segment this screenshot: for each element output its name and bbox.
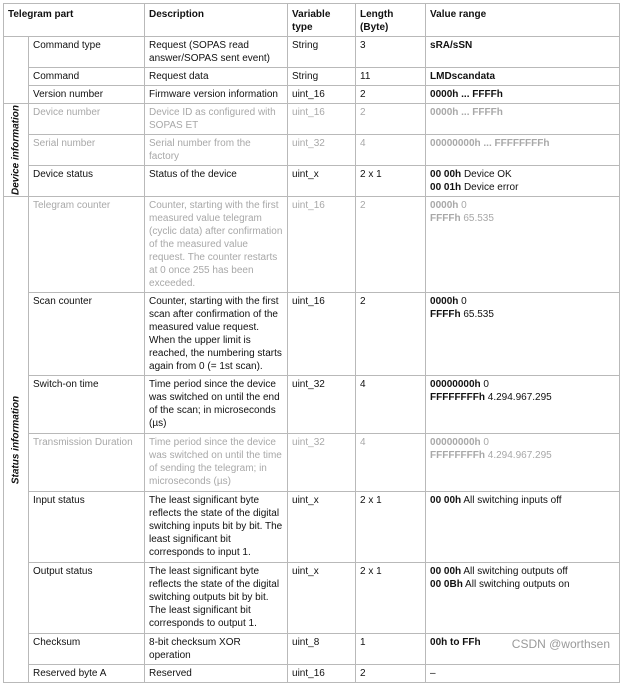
cell-len: 2 [356, 197, 426, 293]
cell-range [426, 166, 620, 197]
range-code: 00 00h [430, 169, 462, 180]
cell-type: uint_16 [288, 197, 356, 293]
cell-range [426, 434, 620, 492]
group-label: Status information [10, 395, 22, 484]
range-text: 65.535 [463, 213, 494, 224]
row-device-number [4, 104, 620, 135]
cell-desc: Serial number from the factory [145, 135, 288, 166]
cell-desc: Counter, starting with the first scan after confirmation of the measured value request. When the upper limit is reached, the numbering starts again from 0 (= 1st scan). [145, 293, 288, 376]
range-code: 00 0Bh [430, 579, 463, 590]
range-code: 00 00h [430, 566, 462, 577]
cell-desc: Request (SOPAS read answer/SOPAS sent event) [145, 37, 288, 68]
header-length: Length (Byte) [356, 4, 426, 37]
cell-type: uint_16 [288, 665, 356, 683]
cell-range [426, 197, 620, 293]
row-reserved-byte-a [4, 665, 620, 683]
row-version-number [4, 86, 620, 104]
range-text: Device OK [463, 169, 512, 180]
row-command [4, 68, 620, 86]
cell-len: 3 [356, 37, 426, 68]
range-text: 0 [483, 379, 489, 390]
cell-part: Transmission Duration [29, 434, 145, 492]
range-code: FFFFh [430, 309, 461, 320]
header-description: Description [145, 4, 288, 37]
cell-part: Switch-on time [29, 376, 145, 434]
row-scan-counter [4, 293, 620, 376]
telegram-table [3, 3, 620, 683]
cell-desc: The least significant byte reflects the state of the digital switching inputs bit by bit. The least significant bit corresponds to input 1. [145, 492, 288, 563]
cell-len: 2 [356, 665, 426, 683]
cell-part: Output status [29, 563, 145, 634]
row-command-type [4, 37, 620, 68]
row-transmission-duration [4, 434, 620, 492]
row-switch-on-time [4, 376, 620, 434]
cell-len: 4 [356, 376, 426, 434]
cell-part: Serial number [29, 135, 145, 166]
cell-part: Checksum [29, 634, 145, 665]
range-text: All switching outputs on [465, 579, 570, 590]
cell-desc: Request data [145, 68, 288, 86]
cell-part: Device number [29, 104, 145, 135]
cell-desc: The least significant byte reflects the state of the digital switching outputs bit by bit. The least significant bit corresponds to output 1. [145, 563, 288, 634]
cell-desc: Firmware version information [145, 86, 288, 104]
cell-len: 2 x 1 [356, 492, 426, 563]
cell-len: 2 x 1 [356, 166, 426, 197]
watermark: CSDN @worthsen [511, 637, 610, 651]
cell-part: Scan counter [29, 293, 145, 376]
cell-type: uint_x [288, 492, 356, 563]
cell-type: uint_32 [288, 434, 356, 492]
cell-len: 2 [356, 293, 426, 376]
cell-desc: Device ID as configured with SOPAS ET [145, 104, 288, 135]
row-input-status [4, 492, 620, 563]
cell-len: 11 [356, 68, 426, 86]
range-code: 00 00h [430, 495, 462, 506]
cell-desc: Status of the device [145, 166, 288, 197]
cell-len: 4 [356, 135, 426, 166]
group-label: Device information [10, 104, 22, 196]
cell-type: uint_x [288, 563, 356, 634]
cell-type: uint_32 [288, 135, 356, 166]
cell-range: 00000000h ... FFFFFFFFh [426, 135, 620, 166]
range-text: All switching inputs off [463, 495, 562, 506]
group-spacer [4, 37, 29, 104]
cell-part: Version number [29, 86, 145, 104]
row-serial-number [4, 135, 620, 166]
range-code: 0000h [430, 200, 459, 211]
range-text: 0 [461, 296, 467, 307]
cell-range: 00h to FFh [426, 634, 620, 665]
cell-type: uint_x [288, 166, 356, 197]
cell-len: 1 [356, 634, 426, 665]
cell-len: 2 x 1 [356, 563, 426, 634]
cell-type: uint_16 [288, 293, 356, 376]
range-code: FFFFh [430, 213, 461, 224]
row-output-status [4, 563, 620, 634]
cell-range [426, 563, 620, 634]
group-status-information [4, 197, 29, 683]
range-text: 4.294.967.295 [487, 450, 552, 461]
cell-type: uint_16 [288, 86, 356, 104]
range-code: FFFFFFFFh [430, 392, 485, 403]
cell-desc: Counter, starting with the first measured value telegram (cyclic data) after confirmation of the measured value request. The counter restarts at 0 once 255 has been exceeded. [145, 197, 288, 293]
header-variable-type: Variable type [288, 4, 356, 37]
cell-part: Device status [29, 166, 145, 197]
cell-desc: Time period since the device was switched on until the time of sending the telegram; in microseconds (µs) [145, 434, 288, 492]
cell-type: uint_32 [288, 376, 356, 434]
cell-range: sRA/sSN [426, 37, 620, 68]
cell-range [426, 293, 620, 376]
range-code: 00 01h [430, 182, 462, 193]
cell-part: Input status [29, 492, 145, 563]
cell-len: 2 [356, 86, 426, 104]
cell-range: 0000h ... FFFFh [426, 86, 620, 104]
cell-part: Command [29, 68, 145, 86]
range-text: All switching outputs off [463, 566, 568, 577]
row-device-status [4, 166, 620, 197]
header-row [4, 4, 620, 37]
range-text: Device error [463, 182, 519, 193]
cell-type: uint_8 [288, 634, 356, 665]
cell-desc: Reserved [145, 665, 288, 683]
cell-range: LMDscandata [426, 68, 620, 86]
cell-range: – [426, 665, 620, 683]
range-code: 00000000h [430, 379, 481, 390]
cell-range: 0000h ... FFFFh [426, 104, 620, 135]
cell-part: Command type [29, 37, 145, 68]
cell-desc: 8-bit checksum XOR operation [145, 634, 288, 665]
cell-type: uint_16 [288, 104, 356, 135]
range-text: 65.535 [463, 309, 494, 320]
cell-desc: Time period since the device was switched on until the end of the scan; in microseconds (µs) [145, 376, 288, 434]
cell-type: String [288, 68, 356, 86]
cell-part: Reserved byte A [29, 665, 145, 683]
range-text: 4.294.967.295 [487, 392, 552, 403]
cell-type: String [288, 37, 356, 68]
range-text: 0 [483, 437, 489, 448]
cell-len: 4 [356, 434, 426, 492]
range-code: FFFFFFFFh [430, 450, 485, 461]
range-code: 0000h [430, 296, 459, 307]
range-text: 0 [461, 200, 467, 211]
cell-len: 2 [356, 104, 426, 135]
cell-part: Telegram counter [29, 197, 145, 293]
range-code: 00000000h [430, 437, 481, 448]
group-device-information [4, 104, 29, 197]
header-value-range: Value range [426, 4, 620, 37]
header-telegram-part: Telegram part [4, 4, 145, 37]
cell-range [426, 492, 620, 563]
row-telegram-counter [4, 197, 620, 293]
cell-range [426, 376, 620, 434]
